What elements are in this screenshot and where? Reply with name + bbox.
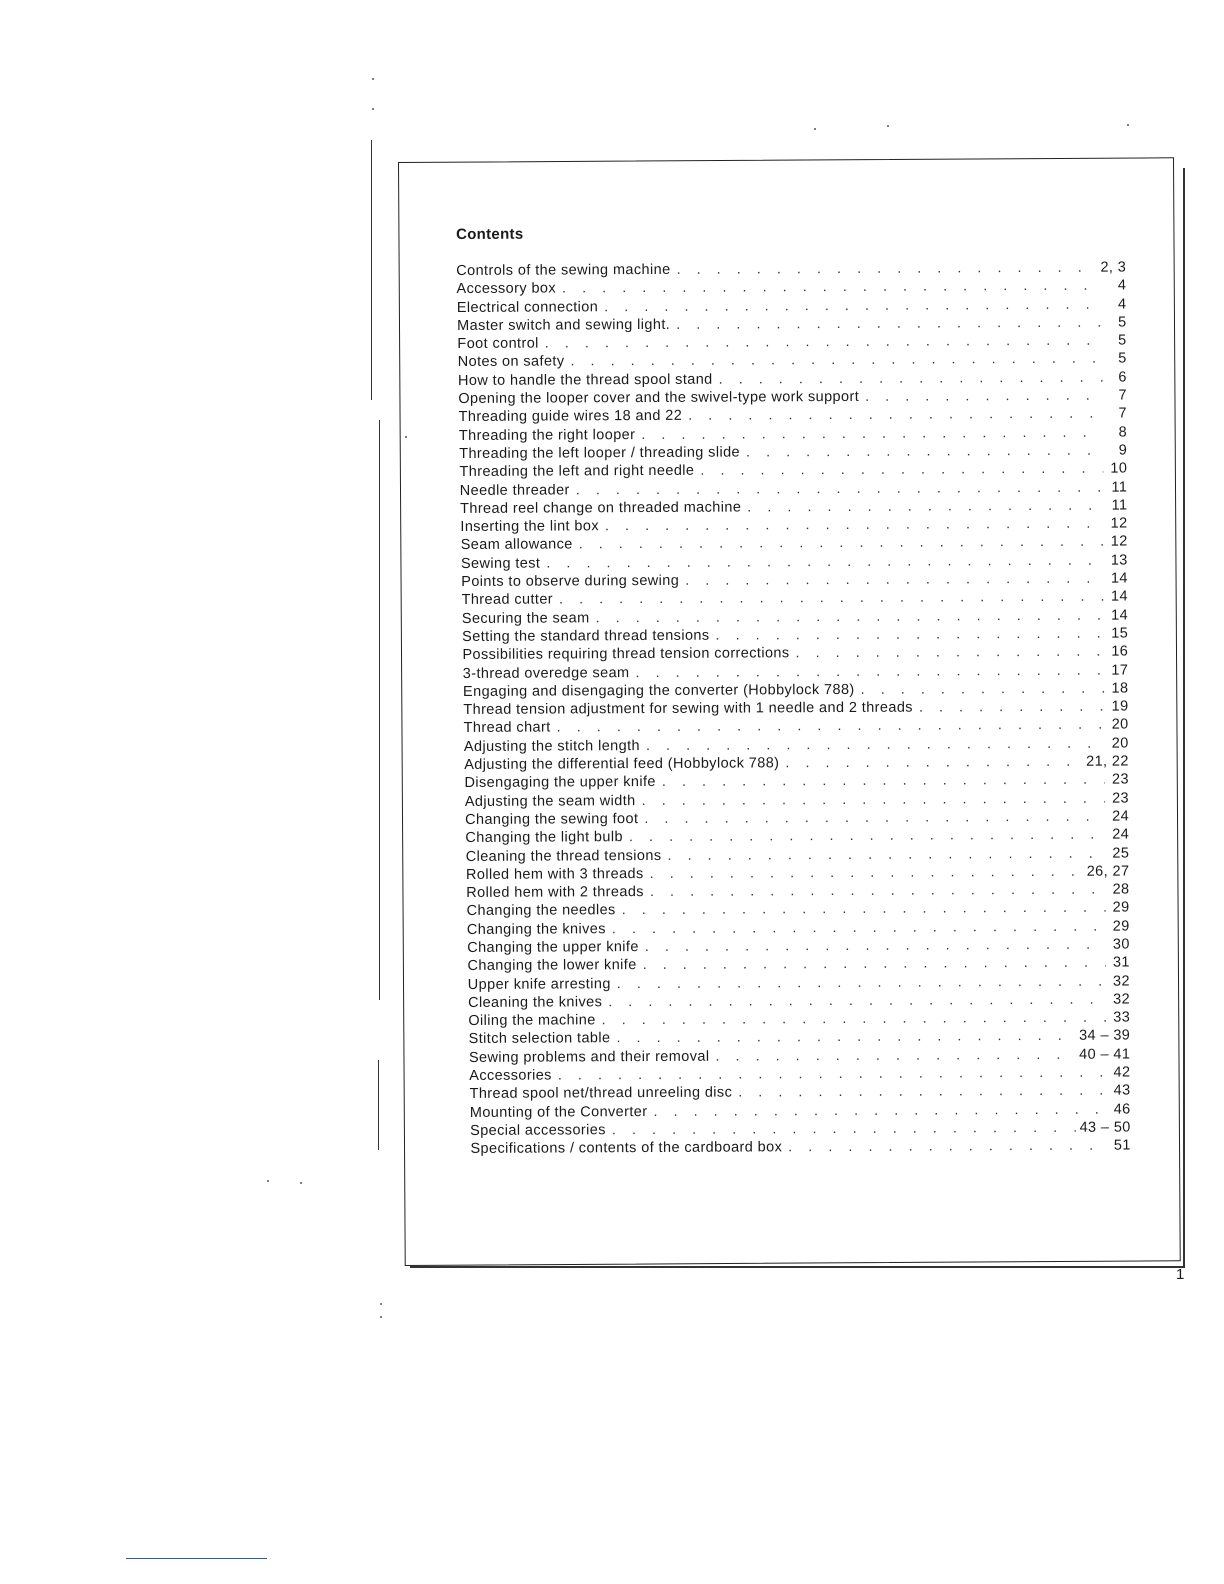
toc-entry-page: 34 – 39 [1079,1027,1131,1045]
toc-entry-label: Possibilities requiring thread tension corrections [462,645,790,664]
toc-dot-leader [608,991,1106,1010]
toc-entry-page: 5 [1118,332,1127,349]
toc-entry-label: Foot control [457,335,539,353]
toc-entry-label: Upper knife arresting [467,975,611,993]
toc-entry-page: 42 [1113,1064,1131,1081]
toc-dot-leader [795,644,1104,662]
toc-entry-page: 7 [1118,405,1128,422]
toc-dot-leader [650,864,1083,882]
toc-entry-page: 23 [1112,790,1130,807]
toc-entry-page: 40 – 41 [1079,1046,1131,1063]
toc-entry-label: Changing the lower knife [467,957,637,975]
toc-dot-leader [645,937,1106,955]
toc-entry-label: Cleaning the knives [468,994,603,1011]
toc-entry-page: 13 [1110,552,1128,569]
toc-dot-leader [662,772,1105,790]
toc-dot-leader [579,534,1104,553]
toc-dot-leader [719,369,1103,387]
toc-entry-label: Accessory box [456,280,557,298]
toc-entry-page: 4 [1117,296,1127,313]
toc-entry-page: 28 [1112,881,1130,898]
toc-dot-leader [605,516,1104,535]
toc-entry-label: Mounting of the Converter [469,1103,648,1121]
toc-entry-page: 14 [1110,588,1128,605]
toc-dot-leader [653,1101,1106,1119]
toc-entry-page: 29 [1112,918,1130,935]
toc-entry-label: 3-thread overedge seam [462,664,630,682]
toc-entry-page: 14 [1111,607,1129,624]
toc-entry-page: 7 [1118,387,1127,404]
toc-entry-page: 19 [1111,698,1129,715]
toc-entry-label: Changing the needles [466,902,616,920]
toc-entry-page: 17 [1111,662,1129,679]
toc-entry-label: Special accessories [470,1122,606,1139]
toc-entry-label: Notes on safety [457,353,565,371]
toc-dot-leader [785,754,1082,772]
toc-entry-label: Adjusting the stitch length [463,737,641,755]
toc-entry-label: Sewing problems and their removal [468,1048,710,1066]
scan-speck [814,128,816,130]
toc-dot-leader [612,1120,1076,1138]
contents-list [456,259,1131,1159]
toc-dot-leader [644,809,1105,827]
toc-entry-page: 21, 22 [1086,753,1129,770]
toc-entry-page: 24 [1112,808,1130,825]
toc-entry-page: 26, 27 [1086,863,1130,880]
toc-dot-leader [545,333,1103,352]
toc-entry-page: 20 [1111,716,1129,733]
toc-entry-label: Thread cutter [461,591,554,609]
toc-entry-page: 6 [1118,369,1127,386]
toc-dot-leader [738,1083,1106,1101]
toc-dot-leader [700,461,1103,479]
toc-entry-label: Electrical connection [456,298,599,316]
toc-dot-leader [558,1065,1107,1084]
toc-entry-page: 20 [1111,735,1129,752]
toc-entry-label: Inserting the lint box [460,518,599,536]
toc-entry-page: 25 [1112,844,1130,862]
scan-speck [372,78,374,80]
toc-entry-label: Cleaning the thread tensions [465,847,662,865]
toc-entry-label: Disengaging the upper knife [464,774,656,792]
toc-entry-label: Adjusting the seam width [464,792,636,810]
toc-entry-label: Threading the left and right needle [459,463,695,481]
toc-entry-page: 23 [1111,771,1129,788]
toc-entry-page: 2, 3 [1100,259,1127,276]
table-of-contents [456,222,1131,1159]
toc-entry-label: Sewing test [460,555,541,572]
toc-entry-label: Changing the upper knife [467,939,639,956]
toc-dot-leader [919,699,1105,716]
toc-dot-leader [559,589,1104,608]
toc-dot-leader [715,1047,1075,1065]
toc-entry-label: Threading the right looper [458,426,636,444]
scan-speck [887,125,889,127]
toc-entry-label: Changing the light bulb [465,829,623,847]
toc-dot-leader [676,315,1102,333]
toc-entry-page: 32 [1113,991,1131,1008]
toc-dot-leader [629,827,1105,845]
scan-speck [372,108,374,110]
toc-dot-leader [646,735,1105,753]
toc-entry-page: 43 [1113,1082,1131,1099]
toc-entry-page: 8 [1118,424,1128,441]
toc-entry-label: Seam allowance [460,536,573,554]
toc-entry-page: 18 [1111,680,1129,697]
scan-margin-line [371,140,372,400]
toc-dot-leader [635,662,1104,680]
toc-entry-label: Points to observe during sewing [461,572,680,591]
scan-speck [1127,124,1129,126]
toc-dot-leader [604,296,1102,315]
toc-dot-leader [747,497,1103,515]
toc-dot-leader [865,388,1103,405]
scan-speck [300,1182,302,1184]
toc-entry-page: 31 [1112,954,1130,971]
scan-speck [380,1303,382,1305]
toc-dot-leader [685,571,1104,589]
toc-entry-page: 30 [1112,936,1130,953]
toc-entry-page: 11 [1111,497,1128,514]
toc-dot-leader [677,260,1097,278]
toc-entry-page: 4 [1117,277,1127,294]
blue-underline-mark [126,1558,267,1559]
toc-entry-label: Adjusting the differential feed (Hobbylock 788) [464,755,780,773]
toc-entry-page: 43 – 50 [1079,1119,1131,1136]
toc-entry-page: 29 [1112,899,1130,916]
scan-margin-line [379,420,380,1000]
toc-entry-label: Rolled hem with 2 threads [466,884,644,902]
scan-margin-line [378,1060,379,1150]
toc-entry-label: Accessories [469,1067,552,1085]
toc-entry-label: How to handle the thread spool stand [457,371,713,389]
toc-entry-page: 5 [1118,350,1127,368]
frame-edge-bottom [410,1266,1185,1268]
toc-entry-page: 51 [1113,1137,1131,1154]
toc-entry-label: Thread reel change on threaded machine [460,499,742,517]
toc-dot-leader [746,443,1103,461]
toc-entry-label: Threading guide wires 18 and 22 [458,408,683,426]
toc-dot-leader [602,1010,1107,1029]
toc-dot-leader [617,973,1106,992]
toc-entry-label: Engaging and disengaging the converter (Hobbylock 788) [462,681,855,700]
toc-entry-page: 16 [1111,643,1129,660]
toc-entry-label: Oiling the machine [468,1012,596,1030]
toc-dot-leader [861,680,1105,697]
contents-heading: Contents [456,225,524,243]
toc-dot-leader [576,479,1104,498]
toc-entry-label: Changing the sewing foot [465,810,639,828]
toc-entry-label: Changing the knives [466,920,606,938]
scan-speck [380,1316,382,1318]
toc-entry-label: Thread chart [463,719,551,737]
toc-entry-label: Thread tension adjustment for sewing with 1 needle and 2 threads [463,699,913,719]
toc-entry-page: 24 [1112,826,1130,843]
toc-entry-page: 15 [1111,625,1129,642]
frame-edge-right [1183,168,1185,1268]
toc-entry-page: 5 [1118,314,1127,331]
toc-entry-label: Master switch and sewing light. [457,316,671,334]
toc-entry-page: 10 [1110,460,1128,477]
toc-dot-leader [643,955,1106,973]
toc-entry-page: 9 [1118,442,1128,459]
toc-dot-leader [715,626,1104,644]
toc-dot-leader [546,552,1104,571]
toc-entry-label: Opening the looper cover and the swivel-type work support [458,388,860,408]
toc-entry-page: 46 [1113,1101,1131,1118]
toc-entry-label: Setting the standard thread tensions [462,627,710,645]
toc-dot-leader [616,1028,1075,1046]
toc-dot-leader [622,900,1106,919]
scan-speck [267,1180,269,1182]
toc-entry-page: 14 [1110,570,1128,587]
toc-entry-page: 33 [1113,1009,1131,1026]
toc-entry-label: Controls of the sewing machine [456,261,671,279]
toc-entry [461,1138,1131,1160]
toc-dot-leader [562,278,1102,297]
toc-entry-label: Stitch selection table [468,1030,611,1048]
toc-dot-leader [788,1138,1107,1156]
toc-dot-leader [557,717,1105,736]
toc-dot-leader [642,790,1105,808]
toc-entry-label: Rolled hem with 3 threads [465,865,644,883]
toc-entry-label: Specifications / contents of the cardboard box [470,1139,783,1158]
toc-dot-leader [650,882,1106,900]
toc-entry-page: 12 [1110,533,1128,551]
page-number: 1 [1176,1266,1185,1283]
toc-dot-leader [688,406,1103,424]
toc-entry-page: 11 [1111,479,1128,496]
toc-dot-leader [612,918,1106,937]
toc-entry-page: 12 [1110,515,1128,532]
toc-dot-leader [596,607,1105,626]
toc-entry-label: Threading the left looper / threading slide [459,444,741,462]
toc-entry-label: Thread spool net/thread unreeling disc [469,1084,733,1103]
toc-entry-label: Securing the seam [461,609,590,627]
toc-dot-leader [667,845,1105,863]
toc-entry-page: 32 [1112,973,1131,990]
toc-entry-label: Needle threader [459,481,570,499]
toc-dot-leader [570,351,1102,370]
toc-dot-leader [641,424,1103,442]
